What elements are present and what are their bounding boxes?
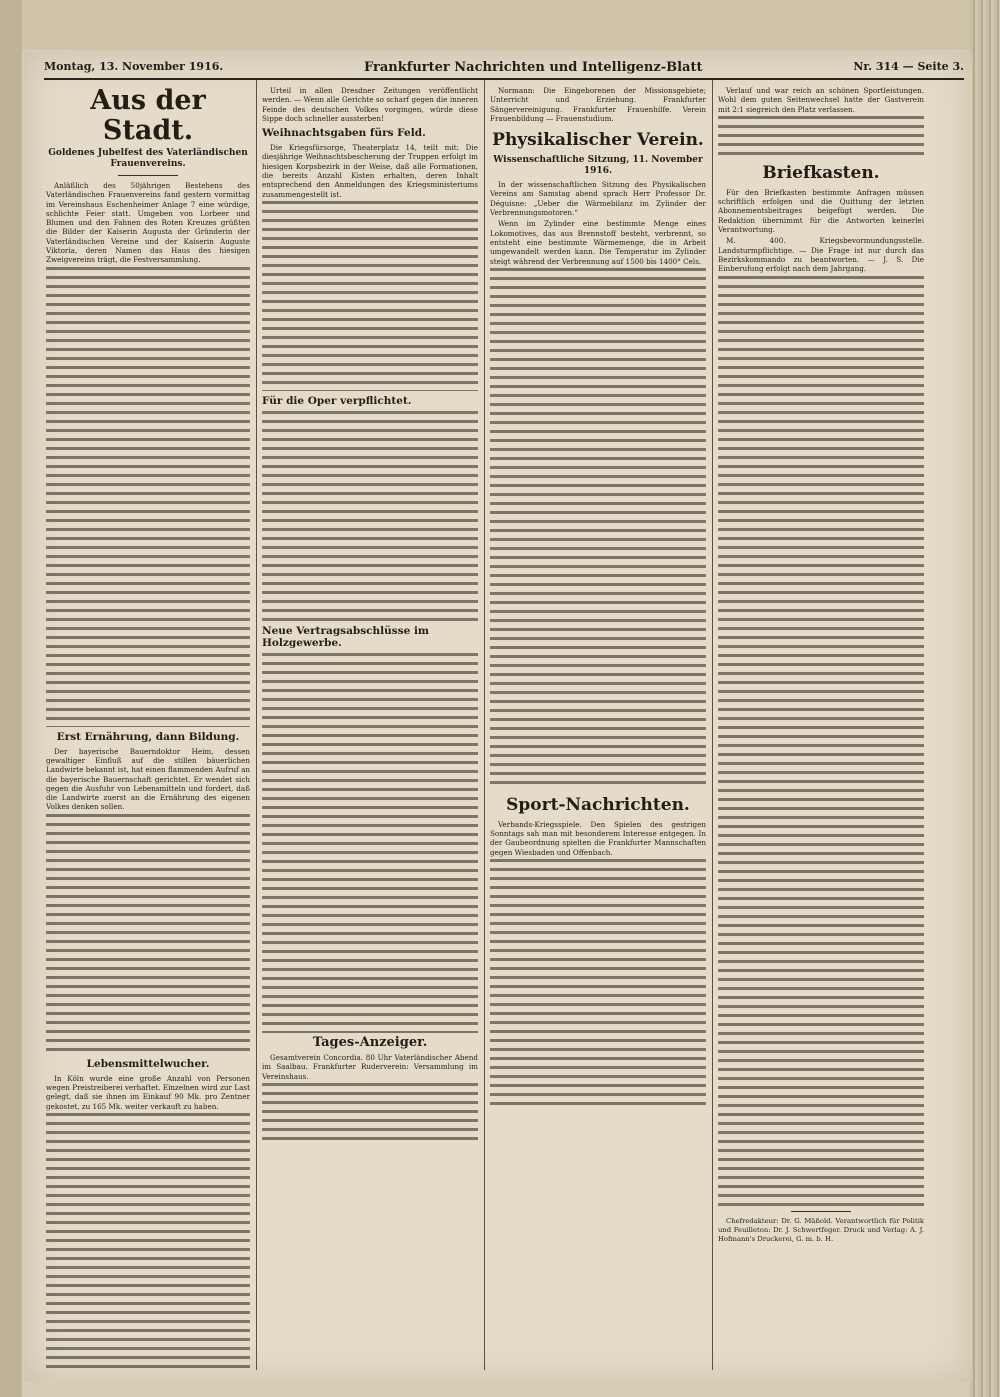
column-4 bbox=[718, 86, 924, 1376]
article-heading: Für die Oper verpflichtet. bbox=[262, 394, 412, 407]
section-title: Briefkasten. bbox=[762, 162, 880, 183]
article-text: Die Kriegsfürsorge, Theaterplatz 14, teilt mit: Die diesjährige Weihnachtsbescherung der Truppen erfolgt im hiesigen Korpsbezirk in der Weise, daß alle Formationen, die bereits Anzahl Kisten erhalten, deren Inhalt entsprechend den Anmeldungen des Kriegsministeriums zusammengestellt ist. bbox=[262, 143, 478, 199]
folio-page: Nr. 314 — Seite 3. bbox=[853, 60, 964, 73]
imprint: Chefredakteur: Dr. G. Mäßold. Verantwortlich für Politik und Feuilleton: Dr. J. Schwertfeger. Druck und Verlag: A. J. Hofmann's Druckerei, G. m. b. H. bbox=[718, 1216, 924, 1244]
article-heading: Lebensmittelwucher. bbox=[86, 1057, 210, 1070]
text-block bbox=[46, 814, 250, 1054]
article-text: Gesamtverein Concordia. 80 Uhr Vaterländischer Abend im Saalbau. Frankfurter Ruderverein: Versammlung im Vereinshaus. bbox=[262, 1052, 478, 1081]
article-heading: Erst Ernährung, dann Bildung. bbox=[56, 730, 240, 743]
masthead-rule bbox=[44, 78, 964, 80]
subheading: Wissenschaftliche Sitzung, 11. November 1916. bbox=[493, 155, 703, 177]
text-block bbox=[262, 201, 478, 391]
article-text: Anläßlich des 50jährigen Bestehens des Vaterländischen Frauenvereins fand gestern vormittag im Vereinshaus Eschenheimer Anlage 7 eine würdige, schlichte Feier statt. Umgeben von Lorbeer und Blumen und den Fahnen des Roten Kreuzes grüßten die Bilder der Kaiserin Augusta der Gründerin der Vaterländischen Vereine und der Kaiserin Auguste Viktoria, deren Namen das Haus des hiesigen Zweigvereins trägt, die Festversammlung. bbox=[46, 181, 250, 265]
text-block bbox=[490, 859, 706, 1109]
article-text: Wenn im Zylinder eine bestimmte Menge eines Lokomotives, das aus Brennstoff besteht, verbrennt, so entsteht eine bestimmte Wärmemenge, die in Arbeit umgewandelt werden kann. Die Temperatur im Zylinder steigt während der Verbrennung auf 1500 bis 1400° Cels. bbox=[490, 219, 706, 266]
briefkasten-note: Für den Briefkasten bestimmte Anfragen müssen schriftlich erfolgen und die Quittung der letzten Abonnementsbeitrages beigefügt werden. Die Redaktion übernimmt für die Antworten keinerlei Verantwortung. bbox=[718, 187, 924, 235]
column-rule bbox=[712, 80, 713, 1370]
left-page-edge bbox=[0, 0, 22, 1397]
section-title: Physikalischer Verein. bbox=[492, 130, 704, 151]
article-heading: Tages-Anzeiger. bbox=[312, 1034, 428, 1050]
folio-line bbox=[44, 60, 964, 76]
article-text: In der wissenschaftlichen Sitzung des Physikalischen Vereins am Samstag abend sprach Herr Professor Dr. Déguisne: „Ueber die Wärmebilanz im Zylinder der Verbrennungsmotoren.“ bbox=[490, 180, 706, 218]
divider bbox=[118, 175, 178, 176]
headline: Goldenes Jubelfest des Vaterländischen Frauenvereins. bbox=[48, 148, 248, 169]
article-heading: Neue Vertragsabschlüsse im Holzgewerbe. bbox=[262, 624, 430, 649]
right-page-edge bbox=[970, 0, 1000, 1397]
folio-paper: Frankfurter Nachrichten und Intelligenz-Blatt bbox=[364, 60, 703, 75]
text-block bbox=[262, 411, 478, 621]
article-text: M. 400. Kriegsbevormundungsstelle. Landsturmpflichtige. — Die Frage ist nur durch das Bezirkskommando zu beantworten. — J. S. Die Einberufung erfolgt nach dem Jahrgang. bbox=[718, 236, 924, 274]
text-block bbox=[490, 268, 706, 788]
column-rule bbox=[484, 80, 485, 1370]
article-text: Normann: Die Eingeborenen der Missionsgebiete; Unterricht und Erziehung. Frankfurter Sängervereinigung. Frankfurter Frauenhilfe. Verein Frauenbildung — Frauenstudium. bbox=[490, 86, 706, 123]
column-2 bbox=[262, 86, 478, 1376]
article-text: Urteil in allen Dresdner Zeitungen veröffentlicht werden. — Wenn alle Gerichte so scharf gegen die inneren Feinde des deutschen Volkes vorgingen, würde diese Sippe doch schneller aussterben! bbox=[262, 86, 478, 123]
article-heading: Weihnachtsgaben fürs Feld. bbox=[262, 127, 426, 140]
divider bbox=[791, 1211, 851, 1212]
column-rule bbox=[256, 80, 257, 1370]
column-3 bbox=[490, 86, 706, 1376]
section-title: Sport-Nachrichten. bbox=[506, 794, 690, 815]
text-block bbox=[718, 276, 924, 1206]
text-block bbox=[46, 1113, 250, 1373]
article-text: In Köln wurde eine große Anzahl von Personen wegen Preistreiberei verhaftet. Einzelnen wird zur Last gelegt, daß sie ihnen im Einkauf 90 Mk. pro Zentner gekostet, zu 165 Mk. weiter verkauft zu haben. bbox=[46, 1073, 250, 1111]
folio-date: Montag, 13. November 1916. bbox=[44, 60, 224, 73]
article-text: Der bayerische Bauerndoktor Heim, dessen gewaltiger Einfluß auf die stillen bäuerlichen Landwirte bekannt ist, hat einen flammenden Aufruf an die bayerische Bauernschaft gerichtet. Er wendet sich gegen die Ausfuhr von Lebensmitteln und fordert, daß die Landwirte zuerst an die Ernährung des eigenen Volkes denken sollen. bbox=[46, 746, 250, 812]
text-block bbox=[262, 653, 478, 1033]
article-text: Verlauf und war reich an schönen Sportleistungen. Wohl dem guten Seitenwechsel hatte der Gastverein mit 2:1 siegreich den Platz verlassen. bbox=[718, 86, 924, 114]
text-block bbox=[46, 267, 250, 727]
column-1 bbox=[46, 86, 250, 1376]
section-title: Aus der Stadt. bbox=[90, 86, 206, 146]
text-block bbox=[262, 1083, 478, 1143]
article-text: Verbands-Kriegsspiele. Den Spielen des gestrigen Sonntags sah man mit besonderem Interesse entgegen. In der Gaubeordnung spielten die Frankfurter Mannschaften gegen Wiesbaden und Offenbach. bbox=[490, 819, 706, 857]
top-strip bbox=[0, 0, 1000, 50]
text-block bbox=[718, 116, 924, 156]
